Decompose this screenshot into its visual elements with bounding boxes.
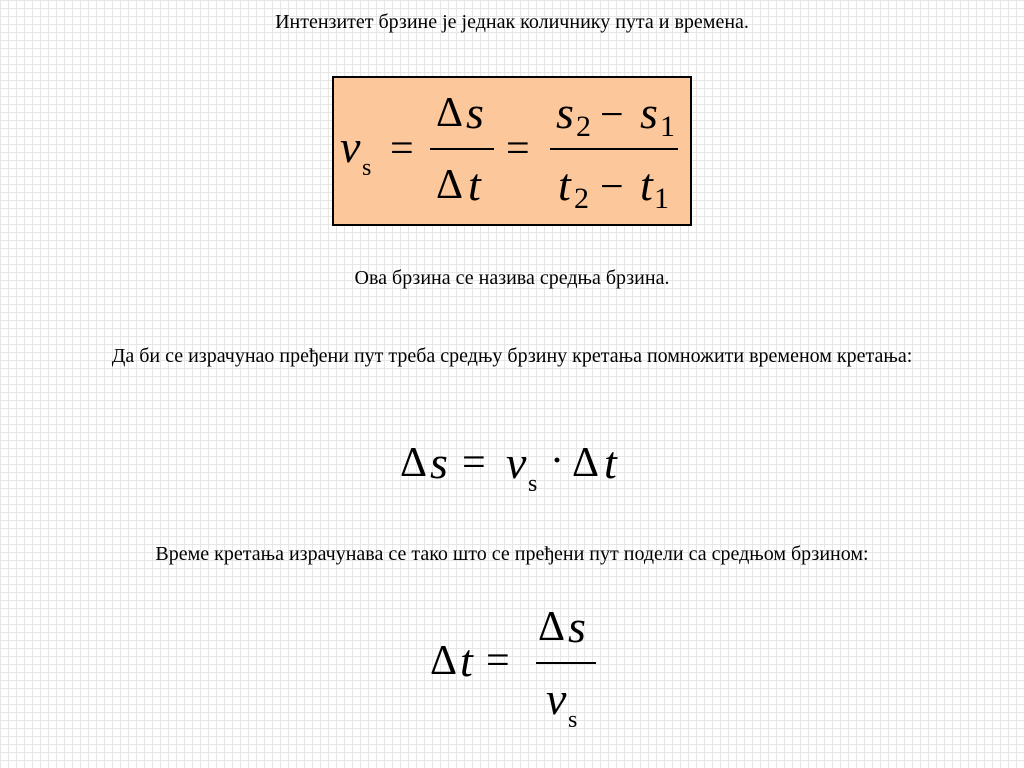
s2-symbol: s [556,87,574,138]
delta-s-num-delta: Δ [436,90,464,136]
minus-num: − [600,92,624,138]
equals-sign-2: = [506,126,530,172]
f2-v-subscript: s [528,471,538,497]
intro-text: Интензитет брзине је једнак количнику пута и времена. [275,11,749,33]
f2-delta-t-delta: Δ [572,440,600,486]
s1-index: 1 [660,110,675,143]
time-instruction-text: Време кретања израчунава се тако што се пређени пут подели са средњом брзином: [155,543,869,565]
equals-sign-1: = [390,126,414,172]
t1-index: 1 [654,182,669,215]
f3-v-subscript: s [568,707,578,733]
f3-delta-t-t: t [460,635,473,686]
s2-index: 2 [576,110,591,143]
delta-t-den-delta: Δ [436,162,464,208]
f3-fraction-bar [536,662,596,664]
f2-delta-t-t: t [604,437,617,488]
v-symbol: v [340,121,361,172]
delta-t-den-t: t [468,159,481,210]
v-subscript: s [362,155,372,181]
f3-equals-sign: = [486,638,510,684]
t1-symbol: t [640,159,653,210]
distance-instruction-text: Да би се израчунао пређени пут треба средњу брзину кретања помножити временом кретања: [111,345,913,367]
fraction-bar-1 [430,148,494,150]
t2-symbol: t [558,159,571,210]
average-speed-name-text: Ова брзина се назива средња брзина. [354,267,670,289]
f3-delta-s-s: s [568,601,586,652]
f3-v-symbol: v [546,673,567,724]
f2-v-symbol: v [506,437,527,488]
delta-s-num-s: s [466,87,484,138]
f2-delta-s-delta: Δ [400,440,428,486]
minus-den: − [600,164,624,210]
f2-multiply-dot: · [550,438,564,484]
f2-delta-s-s: s [430,437,448,488]
fraction-bar-2 [550,148,678,150]
f3-delta-t-delta: Δ [430,638,458,684]
f3-delta-s-delta: Δ [538,604,566,650]
t2-index: 2 [574,182,589,215]
s1-symbol: s [640,87,658,138]
f2-equals-sign: = [462,440,486,486]
